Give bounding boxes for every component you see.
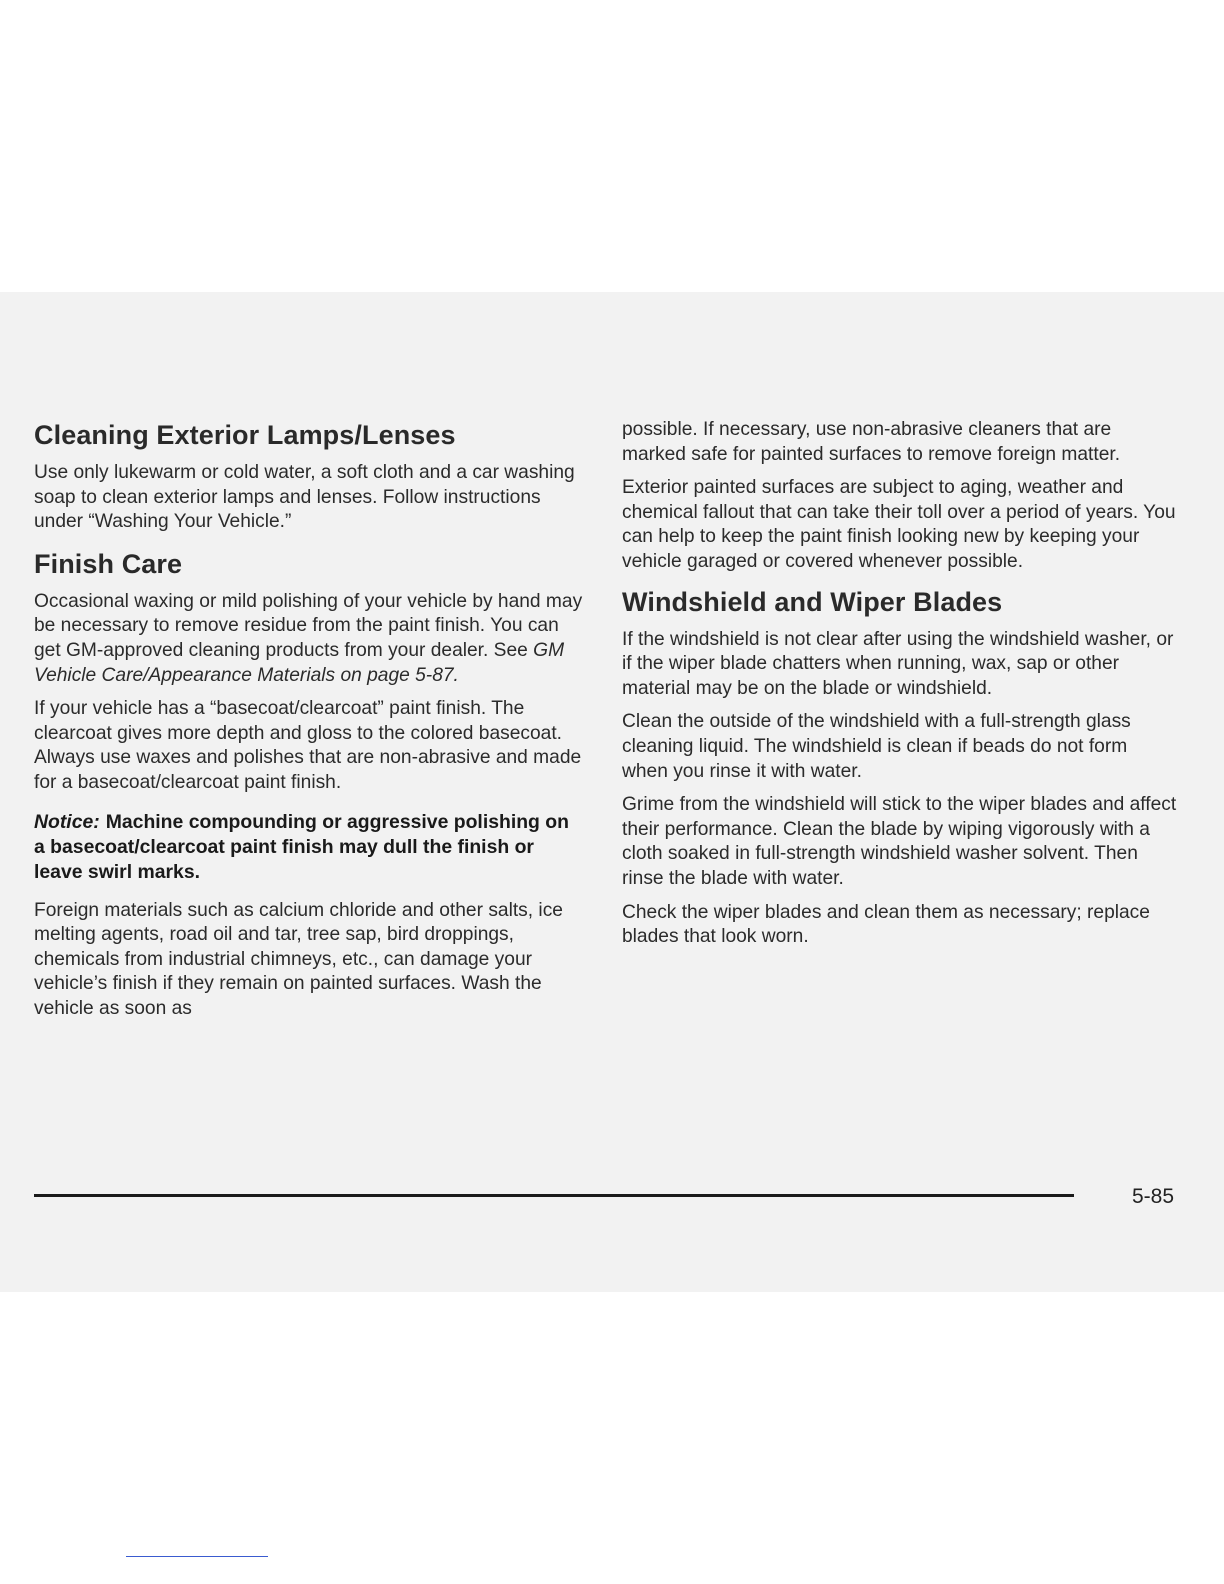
heading-windshield-wiper-blades: Windshield and Wiper Blades	[622, 586, 1003, 617]
paragraph-basecoat: If your vehicle has a “basecoat/clearcoat” paint finish. The clearcoat gives more depth and gloss to the colored basecoat. Always use waxes and polishes that are non-abrasive and made for a basecoat/clearcoat paint finish.	[34, 698, 582, 793]
paragraph-check-blades: Check the wiper blades and clean them as necessary; replace blades that look worn.	[622, 901, 1150, 948]
paragraph-clean-outside: Clean the outside of the windshield with a full-strength glass cleaning liquid. The windshield is clean if beads do not form when you rinse it with water.	[622, 711, 1131, 782]
paragraph-continued: possible. If necessary, use non-abrasive cleaners that are marked safe for painted surfaces to remove foreign matter.	[622, 419, 1121, 465]
bottom-underline	[126, 1556, 268, 1557]
paragraph-waxing-text: Occasional waxing or mild polishing of your vehicle by hand may be necessary to remove residue from the paint finish. You can get GM-approved cleaning products from your dealer. See	[34, 590, 583, 661]
heading-cleaning-exterior-lamps: Cleaning Exterior Lamps/Lenses	[34, 420, 456, 450]
footer-rule	[34, 1194, 1074, 1197]
cross-reference-link[interactable]: GM Vehicle Care/Appearance Materials on page 5-87.	[34, 639, 565, 686]
paragraph-waxing	[34, 590, 584, 688]
paragraph-windshield-not-clear: If the windshield is not clear after using the windshield washer, or if the wiper blade chatters when running, wax, sap or other material may be on the blade or windshield.	[622, 628, 1174, 699]
heading-finish-care: Finish Care	[34, 548, 183, 579]
page-number: 5-85	[1132, 1185, 1175, 1208]
paragraph-exterior-surfaces: Exterior painted surfaces are subject to aging, weather and chemical fallout that can take their toll over a period of years. You can help to keep the paint finish looking new by keeping your vehicle garaged or covered whenever possible.	[622, 477, 1176, 572]
paragraph-grime: Grime from the windshield will stick to the wiper blades and affect their performance. Clean the blade by wiping vigorously with a cloth soaked in full-strength windshield washer solvent. Then rinse the blade with water.	[622, 794, 1177, 889]
paragraph-foreign-materials: Foreign materials such as calcium chloride and other salts, ice melting agents, road oil and tar, tree sap, bird droppings, chemicals from industrial chimneys, etc., can damage your vehicle’s finish if they remain on painted surfaces. Wash the vehicle as soon as	[34, 899, 563, 1019]
right-column	[622, 418, 1178, 959]
notice-label: Notice:	[34, 810, 100, 833]
notice-text: Machine compounding or aggressive polishing on a basecoat/clearcoat paint finish may dull the finish or leave swirl marks.	[34, 810, 569, 883]
paragraph-lamps-cleaning: Use only lukewarm or cold water, a soft cloth and a car washing soap to clean exterior lamps and lenses. Follow instructions under “Washing Your Vehicle.”	[34, 462, 575, 533]
notice-block	[34, 810, 584, 885]
left-column	[34, 420, 584, 1031]
manual-page	[0, 292, 1224, 1292]
